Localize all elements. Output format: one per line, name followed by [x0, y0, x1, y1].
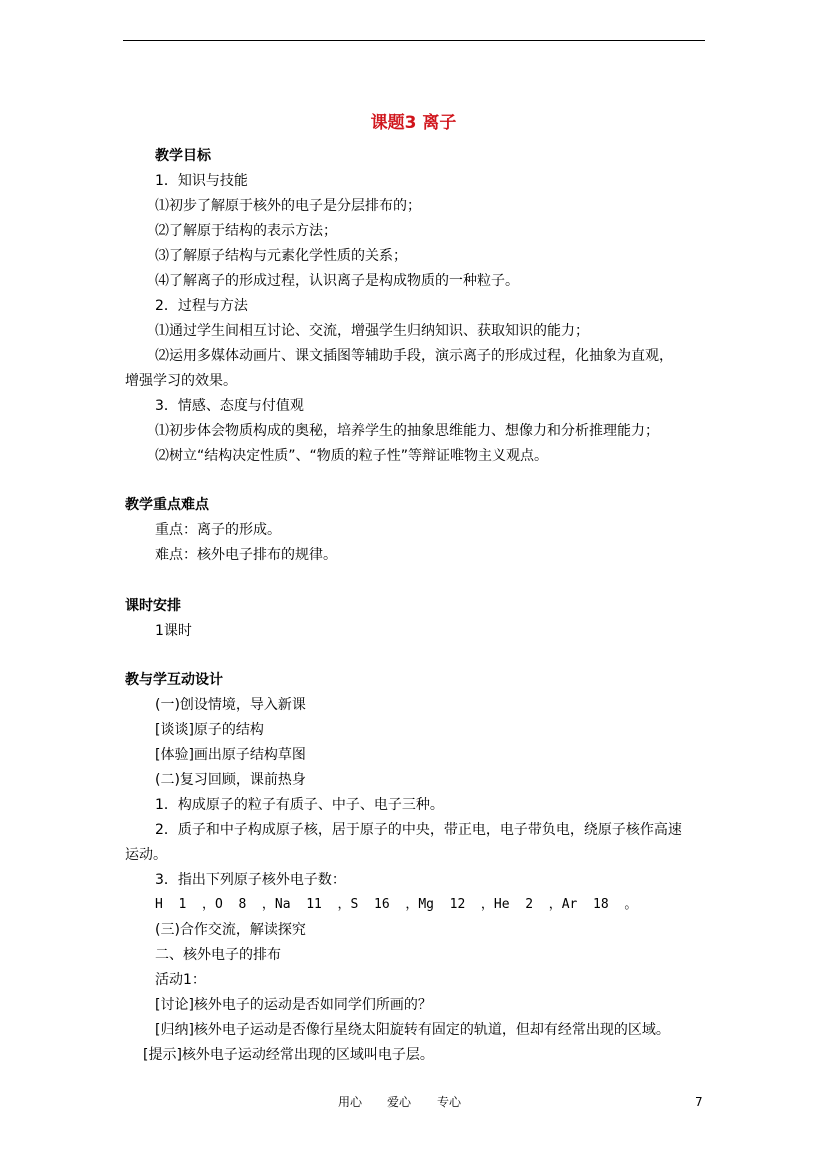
text-line: 难点：核外电子排布的规律。	[155, 547, 337, 563]
text-line: 3．情感、态度与付值观	[155, 398, 304, 414]
electron-count-line: H 1 ，O 8 ，Na 11 ，S 16 ，Mg 12 ，He 2 ，Ar 18 。	[155, 897, 638, 912]
text-line: 重点：离子的形成。	[155, 522, 281, 538]
text-line: ⑷了解离子的形成过程，认识离子是构成物质的一种粒子。	[155, 273, 519, 289]
text-line: (三)合作交流，解读探究	[155, 922, 306, 938]
text-line: ⑵运用多媒体动画片、课文插图等辅助手段，演示离子的形成过程，化抽象为直观，	[155, 348, 673, 364]
text-line: [体验]画出原子结构草图	[155, 747, 306, 763]
text-line: ⑴初步体会物质构成的奥秘，培养学生的抽象思维能力、想像力和分析推理能力；	[155, 423, 659, 439]
text-line: [归纳]核外电子运动是否像行星绕太阳旋转有固定的轨道，但却有经常出现的区域。	[155, 1022, 670, 1038]
section-heading-schedule: 课时安排	[125, 598, 181, 614]
header-rule	[123, 40, 705, 41]
text-line: (一)创设情境，导入新课	[155, 697, 306, 713]
section-heading-interaction: 教与学互动设计	[125, 672, 223, 688]
footer-motto-3: 专心	[437, 1095, 462, 1109]
text-line: 1．构成原子的粒子有质子、中子、电子三种。	[155, 797, 444, 813]
text-line: 2．过程与方法	[155, 298, 248, 314]
footer-motto-1: 用心	[338, 1095, 363, 1109]
text-line: 3．指出下列原子核外电子数：	[155, 872, 346, 888]
page-number: 7	[695, 1095, 703, 1109]
section-heading-objectives: 教学目标	[155, 148, 211, 164]
page-title: 课题3 离子	[370, 113, 457, 133]
text-line: ⑶了解原子结构与元素化学性质的关系；	[155, 248, 407, 264]
text-line: [提示]核外电子运动经常出现的区域叫电子层。	[143, 1047, 434, 1063]
text-line: 活动1：	[155, 972, 206, 988]
text-line: 增强学习的效果。	[125, 373, 237, 389]
text-line: [谈谈]原子的结构	[155, 722, 264, 738]
text-line: ⑵树立“结构决定性质”、“物质的粒子性”等辩证唯物主义观点。	[155, 448, 549, 464]
text-line: ⑴通过学生间相互讨论、交流，增强学生归纳知识、获取知识的能力；	[155, 323, 589, 339]
text-line: [讨论]核外电子的运动是否如同学们所画的？	[155, 997, 432, 1013]
text-line: 1课时	[155, 623, 192, 639]
footer-motto-2: 爱心	[387, 1095, 412, 1109]
text-line: 2．质子和中子构成原子核，居于原子的中央，带正电，电子带负电，绕原子核作高速	[155, 822, 682, 838]
section-heading-key-points: 教学重点难点	[125, 497, 209, 513]
text-line: ⑵了解原于结构的表示方法；	[155, 223, 337, 239]
text-line: 1．知识与技能	[155, 173, 248, 189]
text-line: 二、核外电子的排布	[155, 947, 281, 963]
text-line: ⑴初步了解原于核外的电子是分层排布的；	[155, 198, 421, 214]
text-line: 运动。	[125, 847, 167, 863]
text-line: (二)复习回顾，课前热身	[155, 772, 306, 788]
